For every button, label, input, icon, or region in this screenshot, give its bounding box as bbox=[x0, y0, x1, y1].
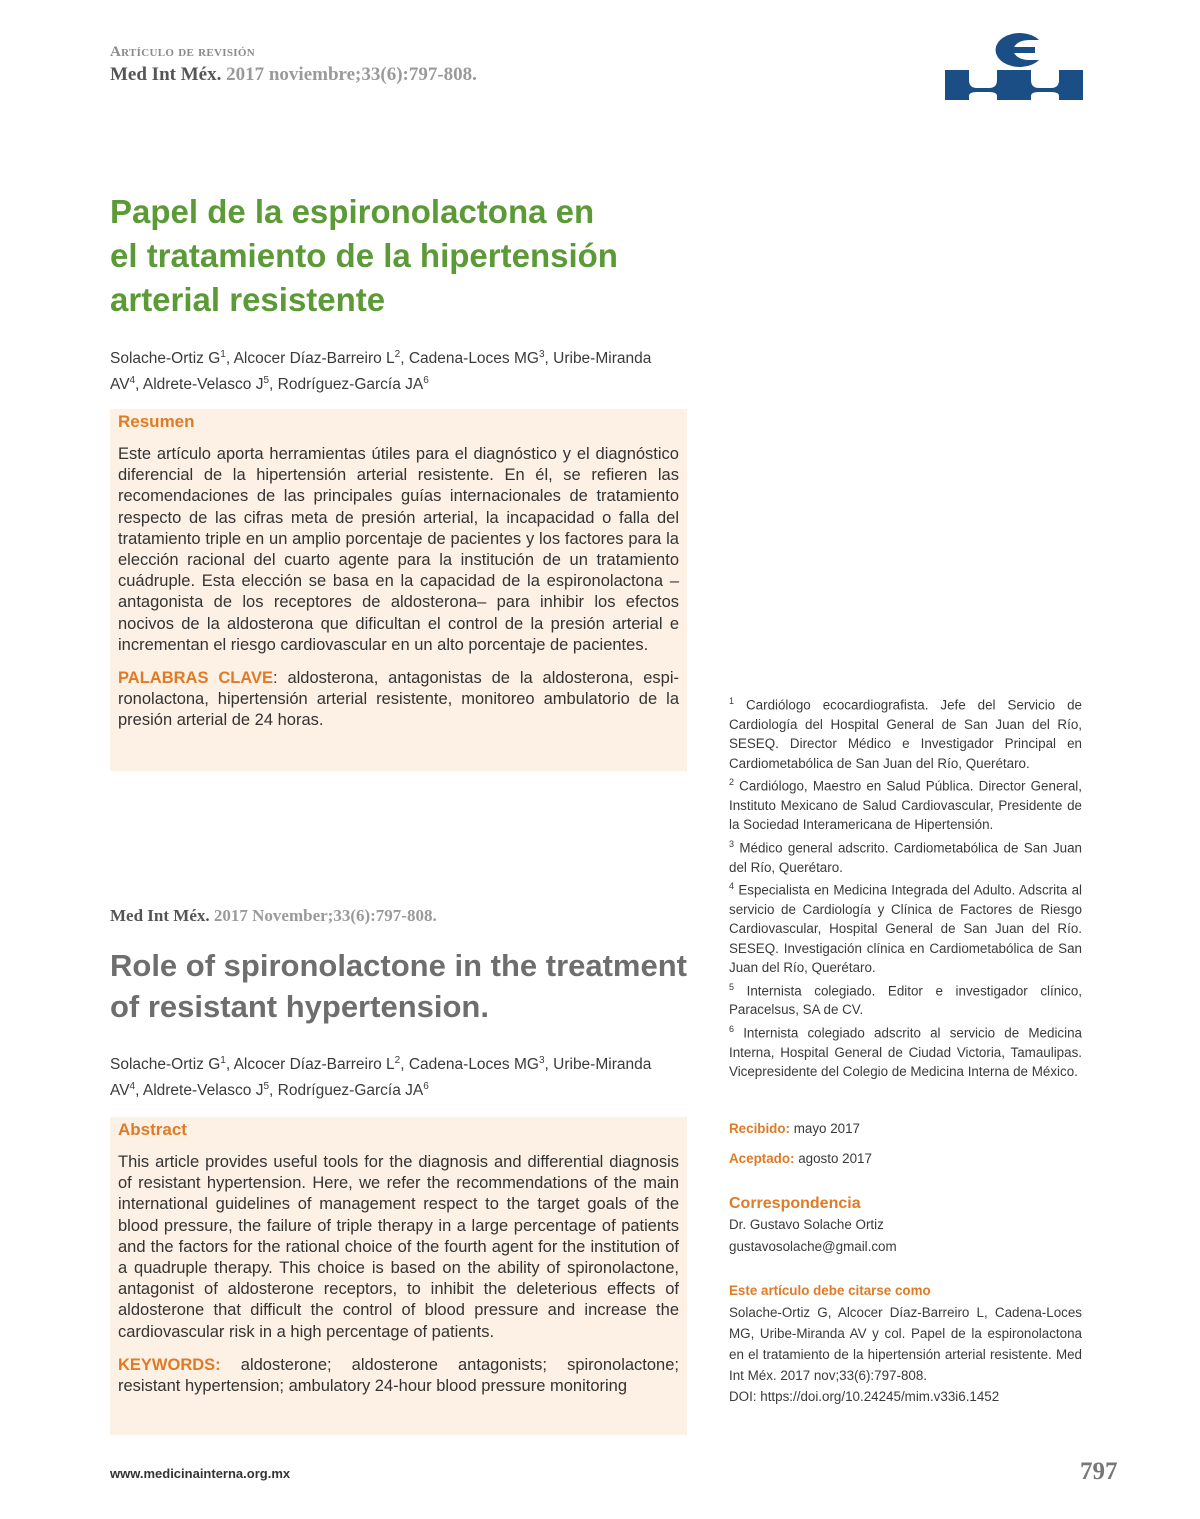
author-line: Solache-Ortiz $G^1$, Alcocer Díaz-Barreiro $L^2$, Cadena-Loces $MG^3$, Uribe-Miranda bbox=[110, 349, 652, 368]
affiliations bbox=[729, 692, 1082, 1082]
keywords-en: KEYWORDS: aldosterone; aldosterone antagonists; spironolactone; resistant hypertension; ambulatory 24-hour blood pressure monitoring bbox=[118, 1355, 679, 1396]
abstract-box-en bbox=[110, 1117, 687, 1435]
affiliation-item: $^6$ Internista colegiado adscrito al servicio de Medicina Interna, Hospital General de Ciudad Victoria, Tamaulipas. Vicepresidente del Colegio de Medicina Interna de México. bbox=[729, 1023, 1082, 1080]
correspondence bbox=[729, 1194, 1082, 1256]
affiliation-item: $^3$ Médico general adscrito. Cardiometabólica de San Juan del Río, Querétaro. bbox=[729, 838, 1082, 875]
journal-url[interactable]: www.medicinainterna.org.mx bbox=[110, 1466, 291, 1481]
correspondence-heading: Correspondencia bbox=[729, 1195, 861, 1212]
journal-name: Med Int Méx. bbox=[110, 64, 222, 85]
author-line: Solache-Ortiz $G^1$, Alcocer Díaz-Barreiro $L^2$, Cadena-Loces $MG^3$, Uribe-Miranda bbox=[110, 1055, 652, 1074]
cmim-logo bbox=[945, 22, 1083, 102]
received-date: Recibido: mayo 2017 bbox=[729, 1121, 860, 1136]
citation-text: Solache-Ortiz G, Alcocer Díaz-Barreiro L, Cadena-Loces MG, Uribe-Miranda AV y col. Papel de la espironolactona en el tratamiento de la hipertensión arterial resistente. Med Int Méx. 2017 nov;33(6):797-808. bbox=[729, 1305, 1082, 1383]
page-number: 797 bbox=[1080, 1458, 1118, 1485]
abstract-text: Este artículo aporta herramientas útiles para el diagnóstico y el diagnóstico diferencial de la hipertensión arterial resistente. En él, se refieren las recomendaciones de las principales guías internacionales de tratamiento respecto de las cifras meta de presión arterial, la incapacidad o falla del tratamiento triple en un amplio porcentaje de pacientes y los factores para la elección racional del cuarto agente para la institución de un tratamiento cuádruple. Esta elección se basa en la capacidad de la espironolactona –antagonista de los receptores de aldosterona– para inhibir los efectos nocivos de la aldosterona que dificultan el control de la presión arterial e incrementan el riesgo cardiovascular en un alto porcentaje de pacientes. bbox=[118, 445, 679, 654]
doi-link[interactable]: DOI: https://doi.org/10.24245/mim.v33i6.1452 bbox=[729, 1388, 1000, 1404]
journal-issue: 2017 noviembre;33(6):797-808. bbox=[226, 64, 477, 85]
affiliation-item: $^2$ Cardiólogo, Maestro en Salud Pública. Director General, Instituto Mexicano de Salud Cardiovascular, Presidente de la Sociedad Interamericana de Hipertensión. bbox=[729, 777, 1082, 833]
affiliation-item: $^5$ Internista colegiado. Editor e investigador clínico, Paracelsus, SA de CV. bbox=[729, 981, 1082, 1018]
correspondence-email[interactable]: gustavosolache@gmail.com bbox=[729, 1238, 897, 1254]
article-type: Artículo de revisión bbox=[110, 44, 255, 60]
logo-c-bar bbox=[1001, 47, 1035, 53]
author-list-en bbox=[110, 1050, 690, 1102]
author-list-es bbox=[110, 344, 690, 396]
title-line: el tratamiento de la hipertensión bbox=[110, 237, 618, 274]
journal-citation-en: Med Int Méx. 2017 November;33(6):797-808. bbox=[110, 906, 437, 925]
article-title-es bbox=[110, 190, 710, 322]
abstract-box-es bbox=[110, 409, 687, 771]
title-line: of resistant hypertension. bbox=[110, 989, 489, 1024]
article-title-en bbox=[110, 945, 700, 1027]
affiliation-item: $^4$ Especialista en Medicina Integrada del Adulto. Adscrita al servicio de Cardiología y Clínica de Factores de Riesgo Cardiovascular, Hospital General de San Juan del Río. SESEQ. Investigación clínica en Cardiometabólica de San Juan del Río, Querétaro. bbox=[729, 881, 1082, 976]
citation-heading: Este artículo debe citarse como bbox=[729, 1283, 931, 1298]
correspondence-name: Dr. Gustavo Solache Ortiz bbox=[729, 1217, 884, 1233]
affiliation-item: $^1$ Cardiólogo ecocardiografista. Jefe del Servicio de Cardiología del Hospital General de San Juan del Río, SESEQ. Director Médico e Investigador Principal en Cardiometabólica de San Juan del Río, Querétaro. bbox=[729, 696, 1082, 771]
abstract-text: This article provides useful tools for the diagnosis and differential diagnosis of resistant hypertension. Here, we refer the recommendations of the main international guidelines of management respect to the target goals of the blood pressure, the failure of triple therapy in a large percentage of patients and the factors for the rational choice of the fourth agent for the institution of a quadruple therapy. This choice is based on the ability of spironolactone, antagonist of aldosterone receptors, to inhibit the deleterious effects of aldosterone that difficult the control of blood pressure and increase the cardiovascular risk in a high percentage of patients. bbox=[118, 1153, 679, 1341]
journal-citation-es bbox=[110, 64, 477, 86]
title-line: Papel de la espironolactona en bbox=[110, 193, 595, 230]
logo-m-shape bbox=[945, 70, 1083, 100]
keywords-es: PALABRAS CLAVE: aldosterona, antagonistas de la aldosterona, espironolactona, hipertensión arterial resistente, monitoreo ambulatorio de la presión arterial de 24 horas. bbox=[118, 669, 679, 730]
title-line: Role of spironolactone in the treatment bbox=[110, 948, 687, 983]
accepted-date: Aceptado: agosto 2017 bbox=[729, 1151, 872, 1166]
author-line: $AV^4$, Aldrete-Velasco $J^5$, Rodríguez-García $JA^6$ bbox=[110, 1081, 429, 1100]
author-line: $AV^4$, Aldrete-Velasco $J^5$, Rodríguez-García $JA^6$ bbox=[110, 375, 429, 394]
abstract-heading: Resumen bbox=[118, 412, 195, 431]
abstract-heading: Abstract bbox=[118, 1120, 187, 1139]
title-line: arterial resistente bbox=[110, 281, 386, 318]
citation-block bbox=[729, 1281, 1082, 1407]
